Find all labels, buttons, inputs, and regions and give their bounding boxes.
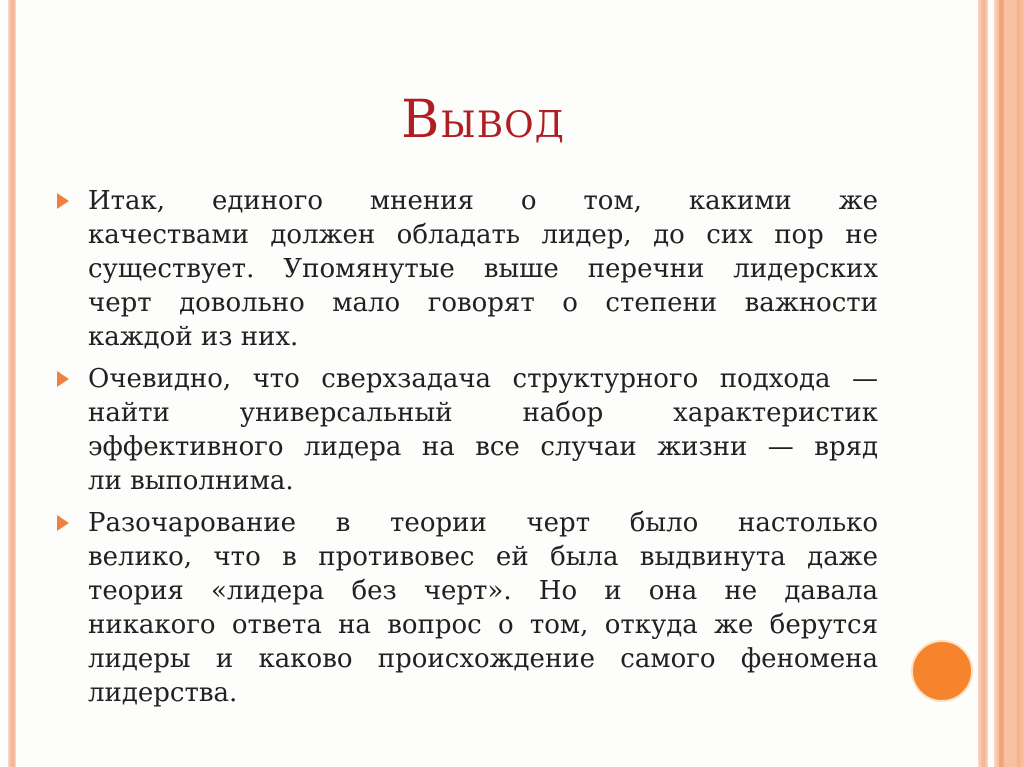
text-line: Очевидно, что сверхзадача структурного подхода —	[88, 364, 878, 394]
text-line: эффективного лидера на все случаи жизни — вряд	[88, 432, 878, 462]
bullet-triangle-icon	[57, 371, 69, 387]
text-line: найти универсальный набор характеристик	[88, 398, 878, 428]
text-line: велико, что в противовес ей была выдвинута даже	[88, 542, 878, 572]
decorative-circle-icon	[911, 640, 973, 702]
bullet-item	[88, 362, 878, 498]
text-line: черт довольно мало говорят о степени важности	[88, 288, 878, 318]
text-line: теория «лидера без черт». Но и она не давала	[88, 576, 878, 606]
bullet-triangle-icon	[57, 515, 69, 531]
bullet-triangle-icon	[57, 193, 69, 209]
text-line: ли выполнима.	[88, 466, 294, 496]
text-line: каждой из них.	[88, 322, 299, 352]
text-line: никакого ответа на вопрос о том, откуда же берутся	[88, 610, 878, 640]
text-line: Разочарование в теории черт было настолько	[88, 508, 878, 538]
right-accent-band	[994, 0, 1024, 767]
text-line: лидеры и каково происхождение самого феномена	[88, 644, 878, 674]
slide-title: Вывод	[401, 90, 565, 150]
text-line: качествами должен обладать лидер, до сих пор не	[88, 220, 878, 250]
text-line: Итак, единого мнения о том, какими же	[88, 186, 878, 216]
bullet-list	[88, 184, 878, 718]
text-line: существует. Упомянутые выше перечни лидерских	[88, 254, 878, 284]
bullet-item	[88, 506, 878, 710]
text-line: лидерства.	[88, 678, 238, 708]
bullet-item	[88, 184, 878, 354]
left-accent-stripe	[8, 0, 16, 767]
right-accent-stripe	[978, 0, 988, 767]
